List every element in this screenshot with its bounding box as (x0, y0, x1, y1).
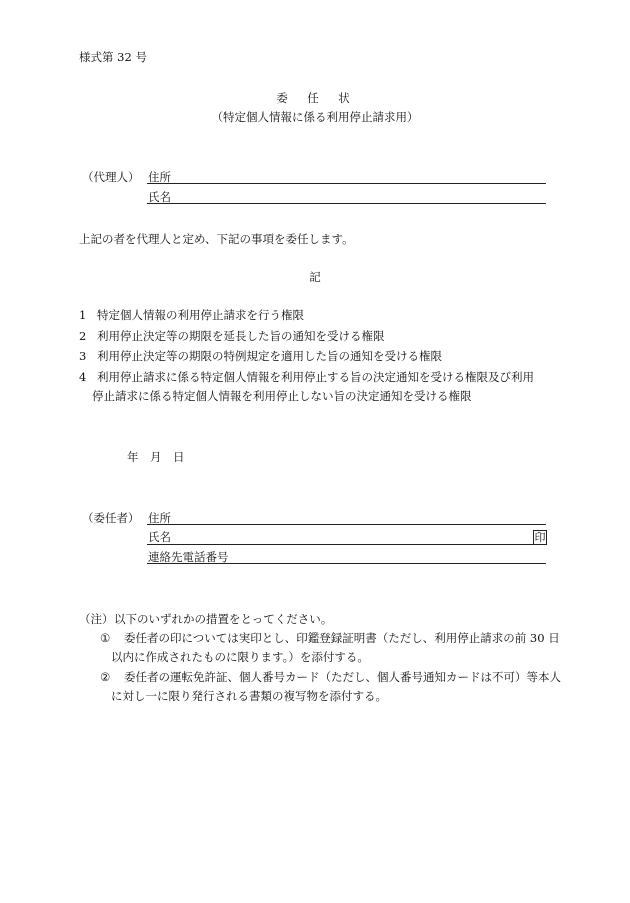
agent-name-label: 氏名 (148, 190, 171, 204)
delegator-name-label: 氏名 (148, 530, 171, 544)
form-number: 様式第 32 号 (79, 50, 147, 64)
item-text: 利用停止決定等の期限を延長した旨の通知を受ける権限 (97, 329, 385, 343)
agent-name-line[interactable] (147, 203, 546, 204)
item-text: 利用停止請求に係る特定個人情報を利用停止する旨の決定通知を受ける権限及び利用 (97, 370, 534, 384)
delegator-name-line[interactable] (147, 544, 546, 545)
delegator-address-line[interactable] (147, 524, 546, 525)
note-text: 委任者の印については実印とし、印鑑登録証明書（ただし、利用停止請求の前 30 日 (124, 631, 560, 645)
agent-role-label: （代理人） (82, 170, 140, 184)
item-text-continuation: 停止請求に係る特定個人情報を利用停止しない旨の決定通知を受ける権限 (92, 389, 472, 403)
delegator-phone-line[interactable] (147, 563, 546, 564)
delegator-phone-label: 連絡先電話番号 (148, 550, 229, 564)
delegation-statement: 上記の者を代理人と定め、下記の事項を委任します。 (79, 232, 354, 246)
note-mark: ① (100, 631, 111, 645)
item-number: 2 (79, 329, 87, 343)
note-text-continuation: 以内に作成されたものに限ります。）を添付する。 (111, 650, 369, 664)
note-mark: ② (100, 670, 111, 684)
document-subtitle: （特定個人情報に係る利用停止請求用） (211, 110, 419, 124)
document-title: 委 任 状 (276, 91, 354, 105)
item-number: 1 (79, 308, 87, 322)
delegator-address-label: 住所 (148, 511, 171, 525)
seal-box: 印 (534, 531, 546, 544)
item-number: 3 (79, 349, 87, 363)
delegator-role-label: （委任者） (82, 511, 140, 525)
notes-label: （注） (79, 612, 114, 626)
item-text: 特定個人情報の利用停止請求を行う権限 (97, 308, 304, 322)
note-text: 委任者の運転免許証、個人番号カード（ただし、個人番号通知カードは不可）等本人 (124, 670, 561, 684)
item-number: 4 (79, 370, 87, 384)
ki-heading: 記 (309, 270, 321, 284)
agent-address-label: 住所 (148, 170, 171, 184)
date-line: 年 月 日 (127, 450, 185, 464)
notes-intro: 以下のいずれかの措置をとってください。 (114, 612, 333, 626)
agent-address-line[interactable] (147, 183, 546, 184)
note-text-continuation: に対し一に限り発行される書類の複写物を添付する。 (111, 689, 387, 703)
item-text: 利用停止決定等の期限の特例規定を適用した旨の通知を受ける権限 (97, 349, 442, 363)
